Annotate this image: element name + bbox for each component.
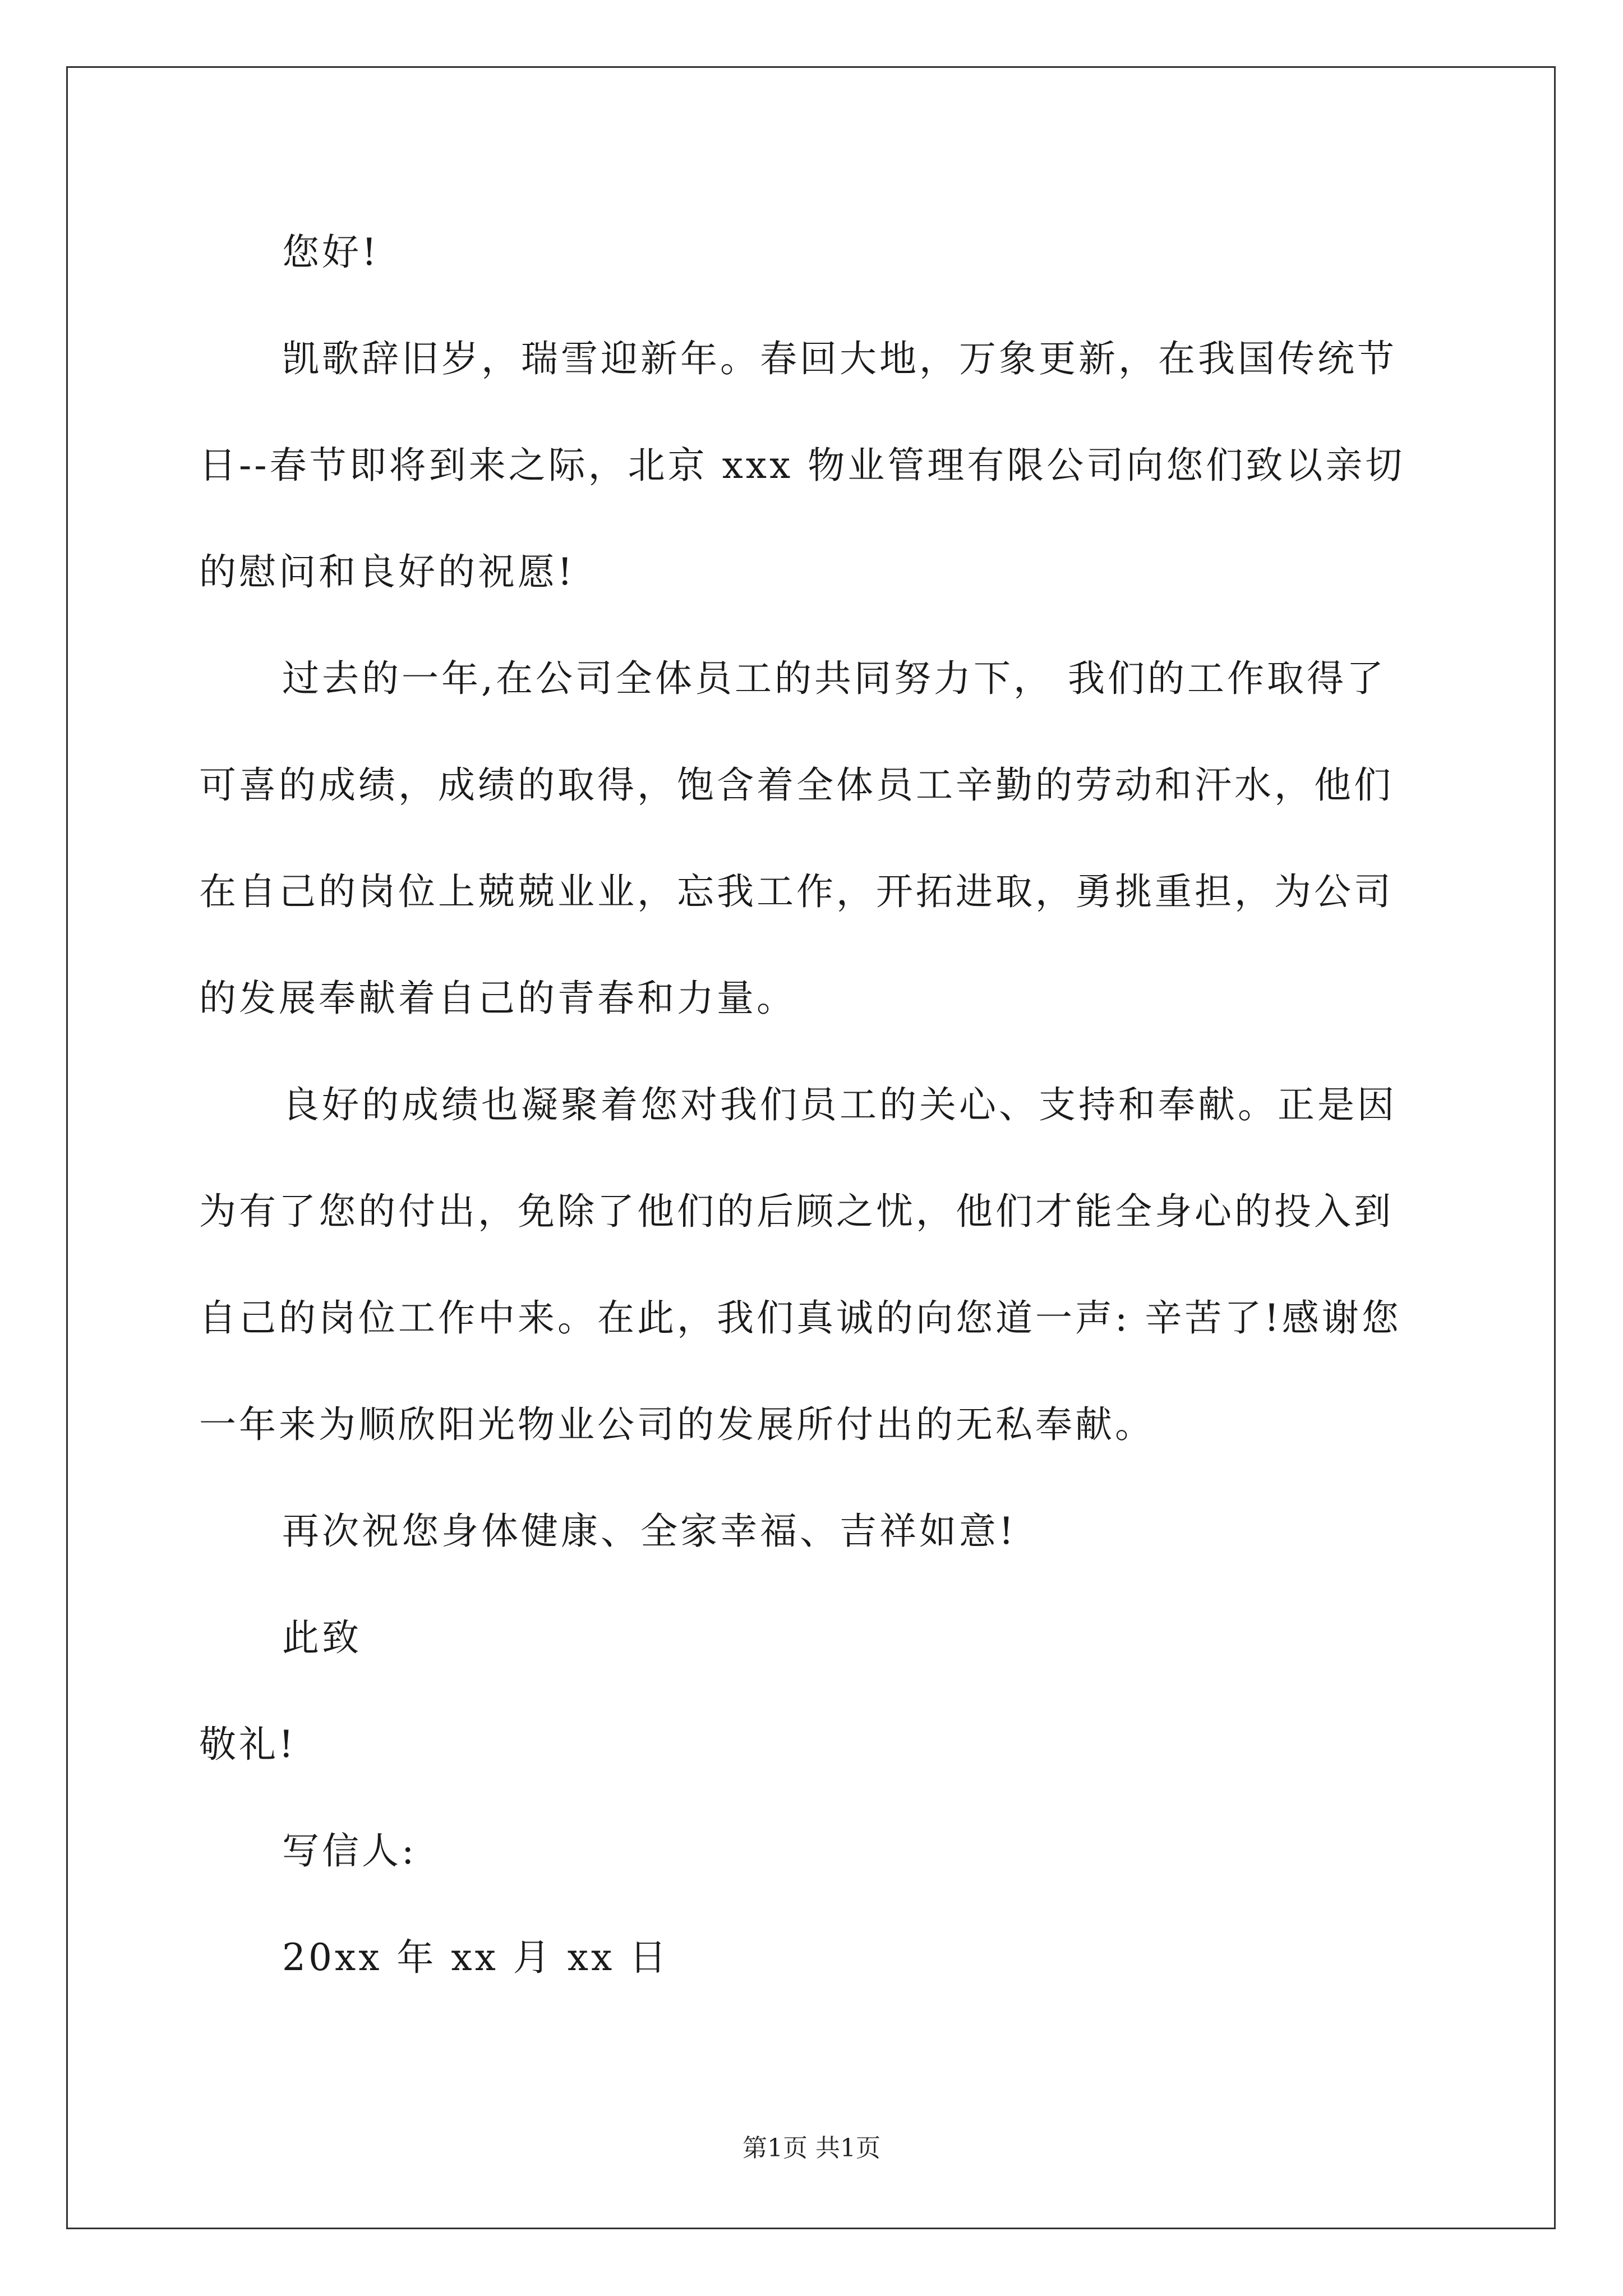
paragraph-line: 可喜的成绩，成绩的取得，饱含着全体员工辛勤的劳动和汗水，他们 — [199, 763, 1394, 807]
paragraph-line: 一年来为顺欣阳光物业公司的发展所付出的无私奉献。 — [199, 1403, 1155, 1446]
page-border — [66, 66, 1556, 2229]
paragraph-line: 的发展奉献着自己的青春和力量。 — [199, 977, 796, 1020]
paragraph-line: 凯歌辞旧岁，瑞雪迎新年。春回大地，万象更新，在我国传统节 — [282, 337, 1397, 380]
paragraph-line: 自己的岗位工作中来。在此，我们真诚的向您道一声: 辛苦了!感谢您 — [199, 1296, 1401, 1340]
signer-label: 写信人: — [282, 1829, 417, 1872]
paragraph-line: 在自己的岗位上兢兢业业，忘我工作，开拓进取，勇挑重担，为公司 — [199, 870, 1394, 913]
closing-salute: 敬礼! — [199, 1723, 297, 1766]
paragraph-line: 日--春节即将到来之际，北京 xxx 物业管理有限公司向您们致以亲切 — [199, 444, 1405, 487]
page-footer: 第1页 共1页 — [743, 2134, 880, 2162]
paragraph-line: 良好的成绩也凝聚着您对我们员工的关心、支持和奉献。正是因 — [282, 1083, 1397, 1126]
paragraph-line: 为有了您的付出，免除了他们的后顾之忧，他们才能全身心的投入到 — [199, 1190, 1394, 1233]
paragraph-line: 的慰问和良好的祝愿! — [199, 550, 575, 593]
greeting: 您好! — [282, 231, 380, 274]
closing-greeting: 此致 — [282, 1616, 362, 1659]
paragraph-line: 过去的一年,在公司全体员工的共同努力下， 我们的工作取得了 — [282, 657, 1386, 700]
letter-date: 20xx 年 xx 月 xx 日 — [282, 1936, 670, 1979]
wishes: 再次祝您身体健康、全家幸福、吉祥如意! — [282, 1510, 1017, 1553]
